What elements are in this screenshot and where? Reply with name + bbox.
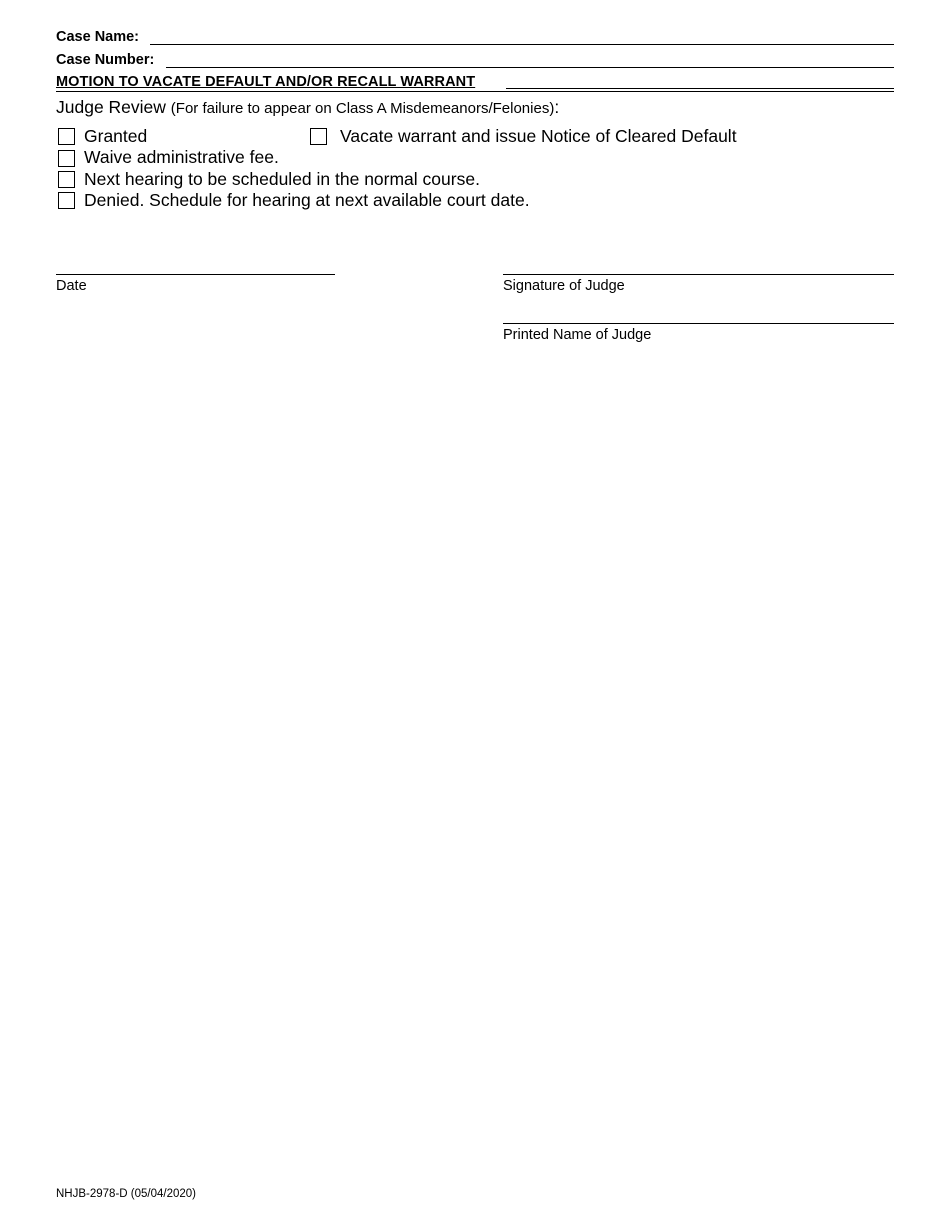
next-hearing-label: Next hearing to be scheduled in the normal course. bbox=[84, 169, 480, 189]
title-rule bbox=[506, 88, 894, 89]
waive-fee-checkbox[interactable] bbox=[58, 150, 75, 167]
granted-label: Granted bbox=[84, 126, 148, 146]
form-code-footer: NHJB-2978-D (05/04/2020) bbox=[56, 1188, 196, 1200]
vacate-warrant-label: Vacate warrant and issue Notice of Cleared Default bbox=[340, 126, 737, 146]
denied-checkbox[interactable] bbox=[58, 192, 75, 209]
printed-name-field[interactable] bbox=[503, 323, 894, 324]
next-hearing-checkbox[interactable] bbox=[58, 171, 75, 188]
case-name-field[interactable] bbox=[150, 44, 894, 45]
case-number-field[interactable] bbox=[166, 67, 894, 68]
judge-review-heading bbox=[56, 96, 559, 120]
judge-review-paren: (For failure to appear on Class A Misdemeanors/Felonies) bbox=[170, 100, 555, 117]
case-number-label: Case Number: bbox=[56, 52, 155, 68]
printed-name-label: Printed Name of Judge bbox=[503, 327, 652, 343]
judge-review-main: Judge Review bbox=[56, 97, 166, 117]
case-name-label: Case Name: bbox=[56, 29, 140, 45]
granted-checkbox[interactable] bbox=[58, 128, 75, 145]
waive-fee-label: Waive administrative fee. bbox=[84, 147, 279, 167]
vacate-warrant-checkbox[interactable] bbox=[310, 128, 327, 145]
judge-signature-label: Signature of Judge bbox=[503, 278, 625, 294]
judge-review-colon: : bbox=[554, 97, 560, 117]
form-title: MOTION TO VACATE DEFAULT AND/OR RECALL WARRANT bbox=[56, 74, 476, 90]
judge-signature-field[interactable] bbox=[503, 274, 894, 275]
denied-label: Denied. Schedule for hearing at next available court date. bbox=[84, 190, 530, 210]
date-field[interactable] bbox=[56, 274, 335, 275]
title-double-rule bbox=[56, 91, 894, 92]
date-label: Date bbox=[56, 278, 87, 294]
